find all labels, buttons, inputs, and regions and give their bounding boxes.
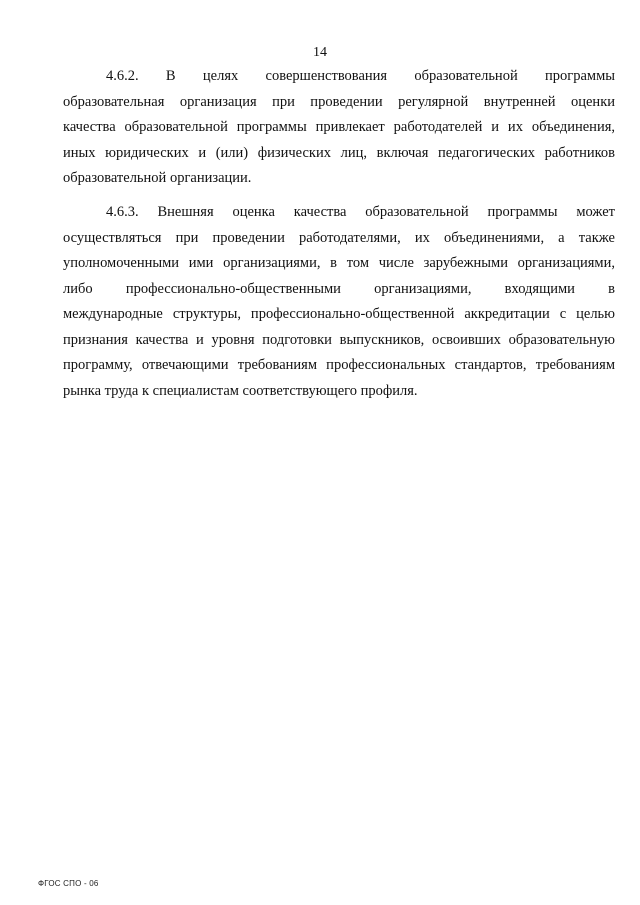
paragraph-line: образовательной организации. [63, 170, 252, 186]
paragraph-line: либо профессионально-общественными организациями, входящими в [63, 280, 615, 297]
paragraph-4-6-2 [63, 64, 615, 192]
paragraph-line: образовательная организация при проведении регулярной внутренней оценки [63, 93, 615, 110]
paragraph-line: 4.6.3. Внешняя оценка качества образовательной программы может [106, 204, 615, 220]
paragraph-line: 4.6.2. В целях совершенствования образовательной программы [106, 68, 615, 84]
paragraph-line: признания качества и уровня подготовки выпускников, освоивших образовательную [63, 331, 615, 348]
paragraph-line: иных юридических и (или) физических лиц, включая педагогических работников [63, 144, 615, 161]
paragraph-line: международные структуры, профессионально-общественной аккредитации с целью [63, 306, 615, 322]
paragraph-line: уполномоченными ими организациями, в том числе зарубежными организациями, [63, 255, 615, 271]
paragraph-line: качества образовательной программы привлекает работодателей и их объединения, [63, 119, 615, 135]
paragraph-line: рынка труда к специалистам соответствующего профиля. [63, 382, 418, 399]
footer-label: ФГОС СПО - 06 [38, 879, 99, 888]
paragraph-line: программу, отвечающими требованиям профессиональных стандартов, требованиям [63, 357, 615, 373]
paragraph-4-6-3 [63, 200, 615, 404]
paragraph-line: осуществляться при проведении работодателями, их объединениями, а также [63, 229, 615, 246]
page-number: 14 [313, 45, 327, 60]
